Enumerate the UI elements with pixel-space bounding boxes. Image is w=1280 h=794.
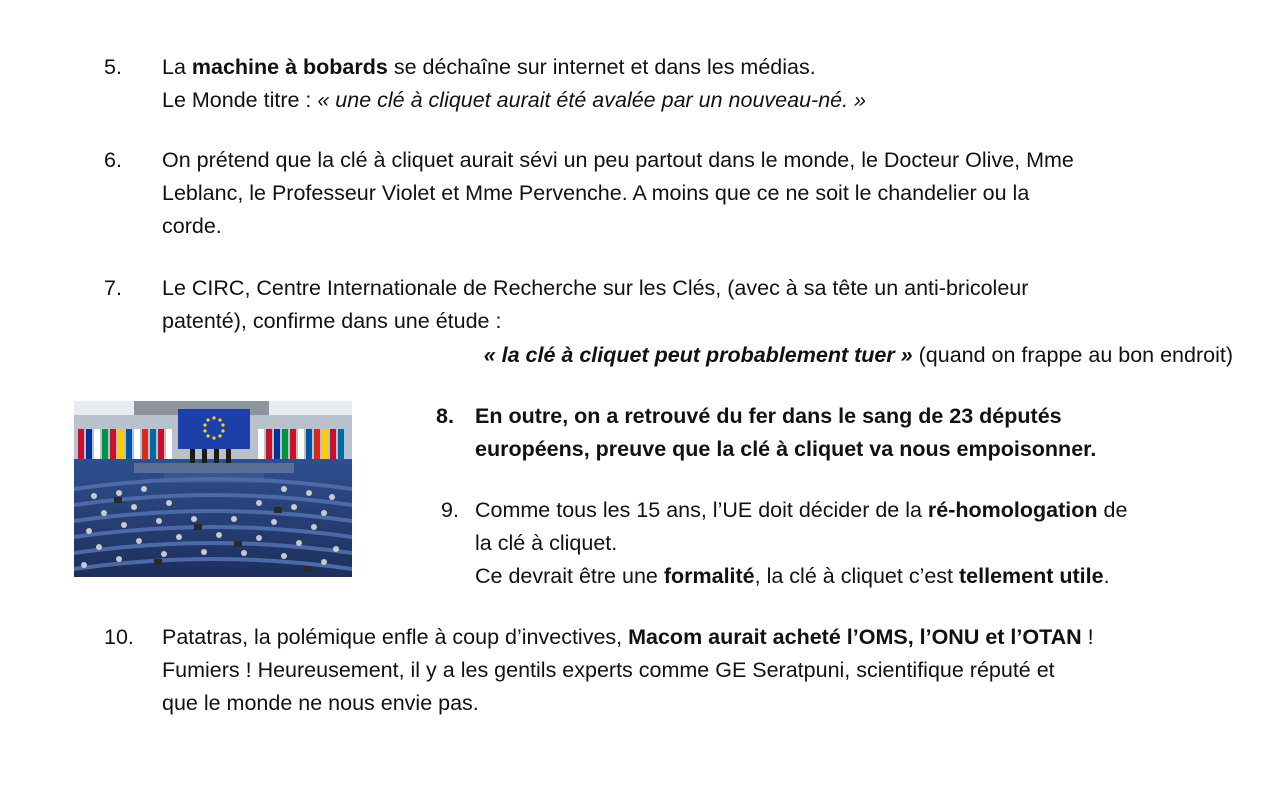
quote: « la clé à cliquet peut probablement tuer » bbox=[483, 343, 913, 367]
item-9-line-2: la clé à cliquet. bbox=[475, 531, 618, 555]
item-7-line-3: « la clé à cliquet peut probablement tuer » (quand on frappe au bon endroit) bbox=[483, 343, 1233, 367]
item-10-line-1: Patatras, la polémique enfle à coup d’invectives, Macom aurait acheté l’OMS, l’ONU et l’OTAN ! bbox=[162, 625, 1094, 649]
emphasis: tellement utile bbox=[959, 564, 1104, 588]
item-6-line-3: corde. bbox=[162, 214, 222, 238]
item-number: 9. bbox=[441, 498, 459, 522]
item-number: 6. bbox=[104, 148, 122, 172]
item-9-line-3: Ce devrait être une formalité, la clé à cliquet c’est tellement utile. bbox=[475, 564, 1110, 588]
item-number: 8. bbox=[436, 404, 454, 428]
item-number: 10. bbox=[104, 625, 134, 649]
quote: « une clé à cliquet aurait été avalée par un nouveau-né. » bbox=[317, 88, 867, 112]
parliament-photo bbox=[74, 401, 352, 577]
item-5-line-2: Le Monde titre : « une clé à cliquet aurait été avalée par un nouveau-né. » bbox=[162, 88, 867, 112]
item-number: 7. bbox=[104, 276, 122, 300]
item-8-line-1: En outre, on a retrouvé du fer dans le sang de 23 députés bbox=[475, 404, 1062, 428]
emphasis: formalité bbox=[663, 564, 755, 588]
item-5-line-1: La machine à bobards se déchaîne sur internet et dans les médias. bbox=[162, 55, 816, 79]
item-6-line-2: Leblanc, le Professeur Violet et Mme Pervenche. A moins que ce ne soit le chandelier ou la bbox=[162, 181, 1030, 205]
item-6-line-1: On prétend que la clé à cliquet aurait sévi un peu partout dans le monde, le Docteur Olive, Mme bbox=[162, 148, 1074, 172]
item-9-line-1: Comme tous les 15 ans, l’UE doit décider de la ré-homologation de bbox=[475, 498, 1128, 522]
flags-right bbox=[258, 429, 344, 459]
emphasis: ré-homologation bbox=[927, 498, 1098, 522]
emphasis: machine à bobards bbox=[191, 55, 388, 79]
item-8-line-2: européens, preuve que la clé à cliquet va nous empoisonner. bbox=[475, 437, 1097, 461]
item-10-line-3: que le monde ne nous envie pas. bbox=[162, 691, 479, 715]
item-10-line-2: Fumiers ! Heureusement, il y a les gentils experts comme GE Seratpuni, scientifique réputé et bbox=[162, 658, 1055, 682]
emphasis: Macom aurait acheté l’OMS, l’ONU et l’OTAN bbox=[628, 625, 1082, 649]
item-number: 5. bbox=[104, 55, 122, 79]
item-7-line-2: patenté), confirme dans une étude : bbox=[162, 309, 502, 333]
item-7-line-1: Le CIRC, Centre Internationale de Recherche sur les Clés, (avec à sa tête un anti-bricoleur bbox=[162, 276, 1029, 300]
eu-flag bbox=[178, 409, 250, 449]
